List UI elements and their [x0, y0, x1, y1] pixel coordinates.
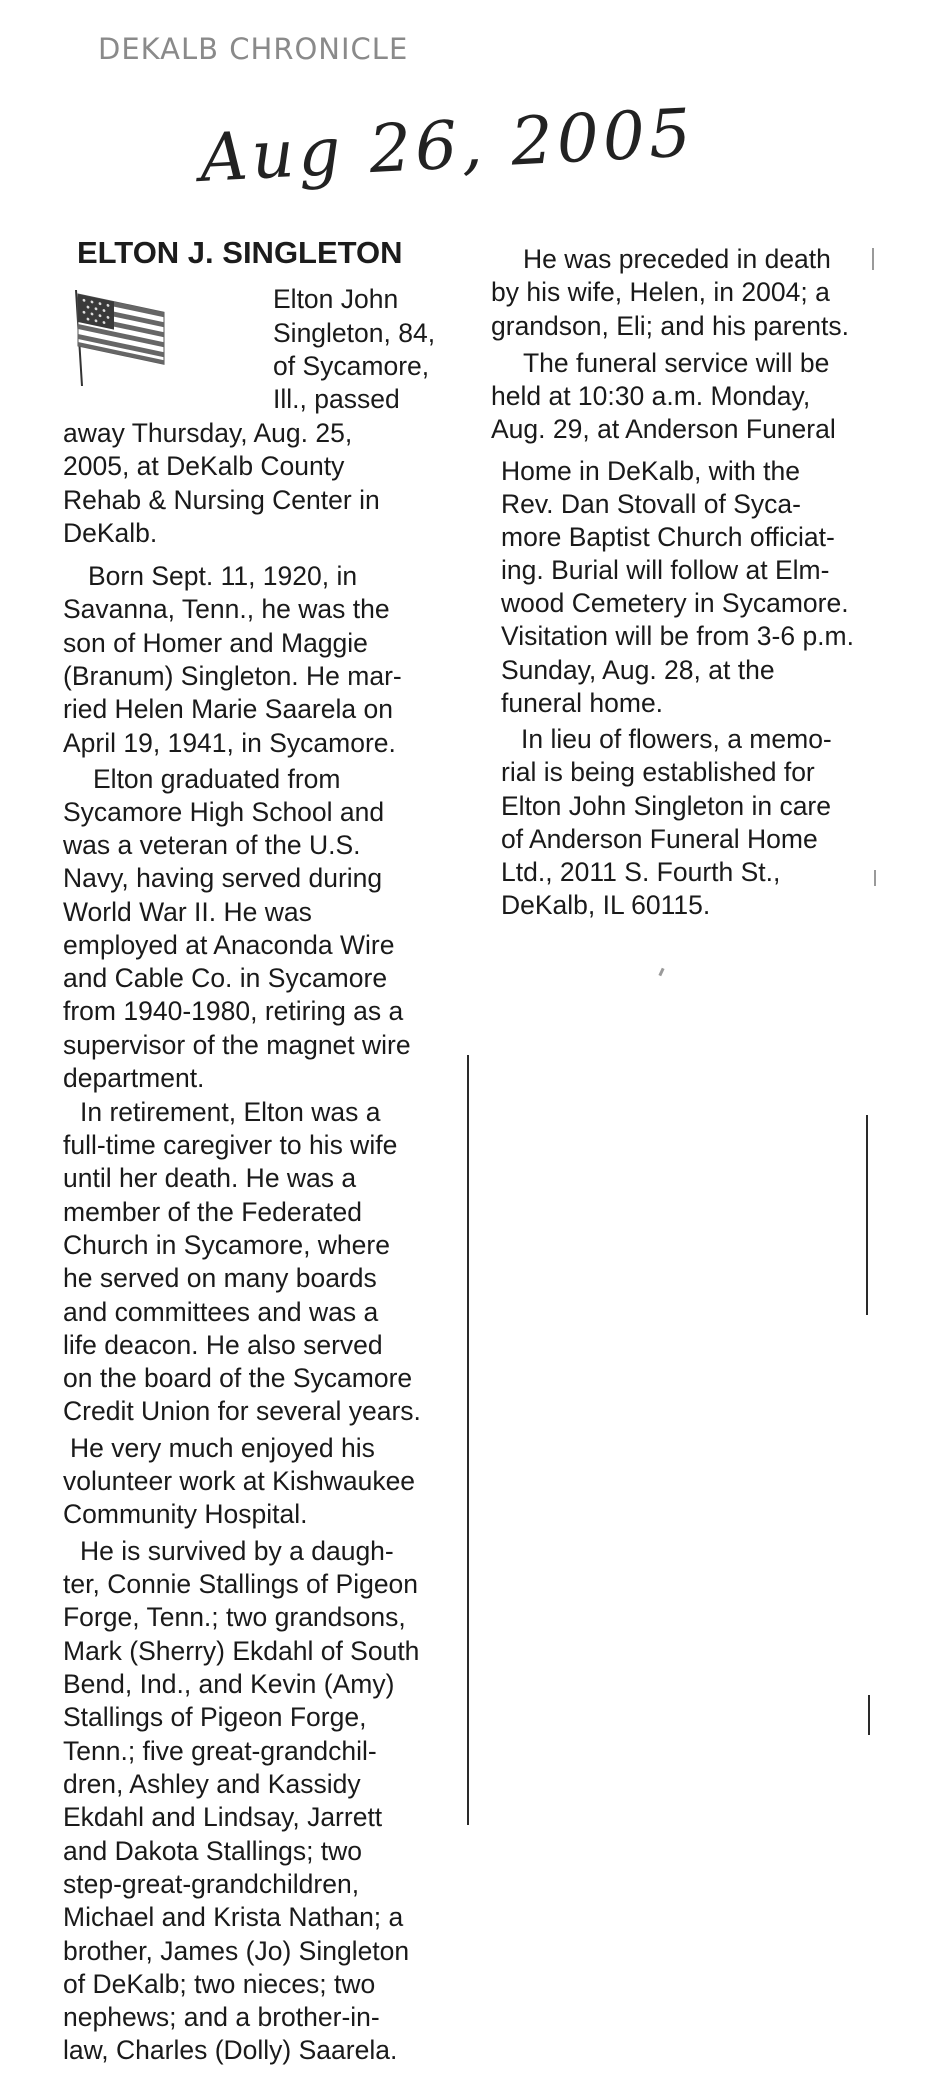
- text-line: Sycamore High School and: [63, 797, 385, 827]
- text-line: until her death. He was a: [63, 1163, 357, 1193]
- margin-mark: [868, 1695, 870, 1735]
- margin-speck: [874, 870, 876, 886]
- text-line: Church in Sycamore, where: [63, 1230, 390, 1260]
- text-line: ing. Burial will follow at Elm-: [501, 555, 830, 585]
- text-line: Home in DeKalb, with the: [501, 456, 801, 486]
- text-line: He was preceded in death: [523, 244, 831, 274]
- text-line: dren, Ashley and Kassidy: [63, 1769, 361, 1799]
- text-line: of Sycamore,: [273, 351, 430, 381]
- text-line: ter, Connie Stallings of Pigeon: [63, 1569, 419, 1599]
- text-line: Community Hospital.: [63, 1499, 308, 1529]
- text-line: Elton John: [273, 284, 399, 314]
- text-line: Visitation will be from 3-6 p.m.: [501, 621, 854, 651]
- text-line: ried Helen Marie Saarela on: [63, 694, 393, 724]
- newspaper-masthead: DEKALB CHRONICLE: [98, 32, 409, 66]
- text-line: member of the Federated: [63, 1197, 363, 1227]
- text-line: step-great-grandchildren,: [63, 1869, 360, 1899]
- text-line: Ltd., 2011 S. Fourth St.,: [501, 857, 781, 887]
- text-line: Ill., passed: [273, 384, 400, 414]
- text-line: grandson, Eli; and his parents.: [491, 311, 849, 341]
- text-line: Stallings of Pigeon Forge,: [63, 1702, 367, 1732]
- text-line: Ekdahl and Lindsay, Jarrett: [63, 1802, 383, 1832]
- text-line: DeKalb, IL 60115.: [501, 890, 711, 920]
- text-line: Singleton, 84,: [273, 318, 436, 348]
- text-line: In retirement, Elton was a: [80, 1097, 381, 1127]
- text-line: funeral home.: [501, 688, 664, 718]
- text-line: Sunday, Aug. 28, at the: [501, 655, 775, 685]
- text-line: full-time caregiver to his wife: [63, 1130, 398, 1160]
- text-line: volunteer work at Kishwaukee: [63, 1466, 416, 1496]
- margin-mark: [866, 1115, 868, 1315]
- text-line: World War II. He was: [63, 897, 312, 927]
- text-line: Savanna, Tenn., he was the: [63, 594, 390, 624]
- text-line: Rev. Dan Stovall of Syca-: [501, 489, 801, 519]
- text-line: son of Homer and Maggie: [63, 628, 368, 658]
- text-line: was a veteran of the U.S.: [63, 830, 361, 860]
- text-line: from 1940-1980, retiring as a: [63, 996, 404, 1026]
- text-line: Aug. 29, at Anderson Funeral: [491, 414, 836, 444]
- text-line: In lieu of flowers, a memo-: [521, 724, 832, 754]
- text-line: Forge, Tenn.; two grandsons,: [63, 1602, 406, 1632]
- text-line: Elton John Singleton in care: [501, 791, 831, 821]
- text-line: more Baptist Church officiat-: [501, 522, 835, 552]
- text-line: nephews; and a brother-in-: [63, 2002, 380, 2032]
- text-line: He very much enjoyed his: [70, 1433, 375, 1463]
- text-line: supervisor of the magnet wire: [63, 1030, 411, 1060]
- text-line: of DeKalb; two nieces; two: [63, 1969, 376, 1999]
- text-line: wood Cemetery in Sycamore.: [501, 588, 849, 618]
- margin-speck: [658, 968, 664, 977]
- handwritten-date: Aug 26, 2005: [197, 94, 697, 197]
- american-flag-icon: [64, 286, 170, 390]
- text-line: Born Sept. 11, 1920, in: [88, 561, 358, 591]
- text-line: April 19, 1941, in Sycamore.: [63, 728, 396, 758]
- text-line: and Cable Co. in Sycamore: [63, 963, 388, 993]
- text-line: rial is being established for: [501, 757, 815, 787]
- text-line: (Branum) Singleton. He mar-: [63, 661, 402, 691]
- column-rule: [467, 1055, 469, 1825]
- text-line: life deacon. He also served: [63, 1330, 383, 1360]
- text-line: by his wife, Helen, in 2004; a: [491, 277, 830, 307]
- text-line: he served on many boards: [63, 1263, 377, 1293]
- text-line: employed at Anaconda Wire: [63, 930, 395, 960]
- text-line: 2005, at DeKalb County: [63, 451, 345, 481]
- text-line: DeKalb.: [63, 518, 158, 548]
- margin-speck: [872, 248, 874, 270]
- text-line: Tenn.; five great-grandchil-: [63, 1736, 377, 1766]
- text-line: and committees and was a: [63, 1297, 379, 1327]
- text-line: held at 10:30 a.m. Monday,: [491, 381, 811, 411]
- text-line: law, Charles (Dolly) Saarela.: [63, 2035, 398, 2065]
- text-line: Credit Union for several years.: [63, 1396, 421, 1426]
- text-line: He is survived by a daugh-: [80, 1536, 394, 1566]
- text-line: brother, James (Jo) Singleton: [63, 1936, 410, 1966]
- text-line: on the board of the Sycamore: [63, 1363, 413, 1393]
- text-line: of Anderson Funeral Home: [501, 824, 818, 854]
- text-line: The funeral service will be: [523, 348, 830, 378]
- text-line: department.: [63, 1063, 205, 1093]
- text-line: Michael and Krista Nathan; a: [63, 1902, 404, 1932]
- text-line: away Thursday, Aug. 25,: [63, 418, 353, 448]
- text-line: Rehab & Nursing Center in: [63, 485, 380, 515]
- text-line: Elton graduated from: [93, 764, 341, 794]
- text-line: Navy, having served during: [63, 863, 383, 893]
- text-line: Mark (Sherry) Ekdahl of South: [63, 1636, 420, 1666]
- text-line: Bend, Ind., and Kevin (Amy): [63, 1669, 395, 1699]
- text-line: and Dakota Stallings; two: [63, 1836, 363, 1866]
- obituary-headline: ELTON J. SINGLETON: [77, 235, 403, 270]
